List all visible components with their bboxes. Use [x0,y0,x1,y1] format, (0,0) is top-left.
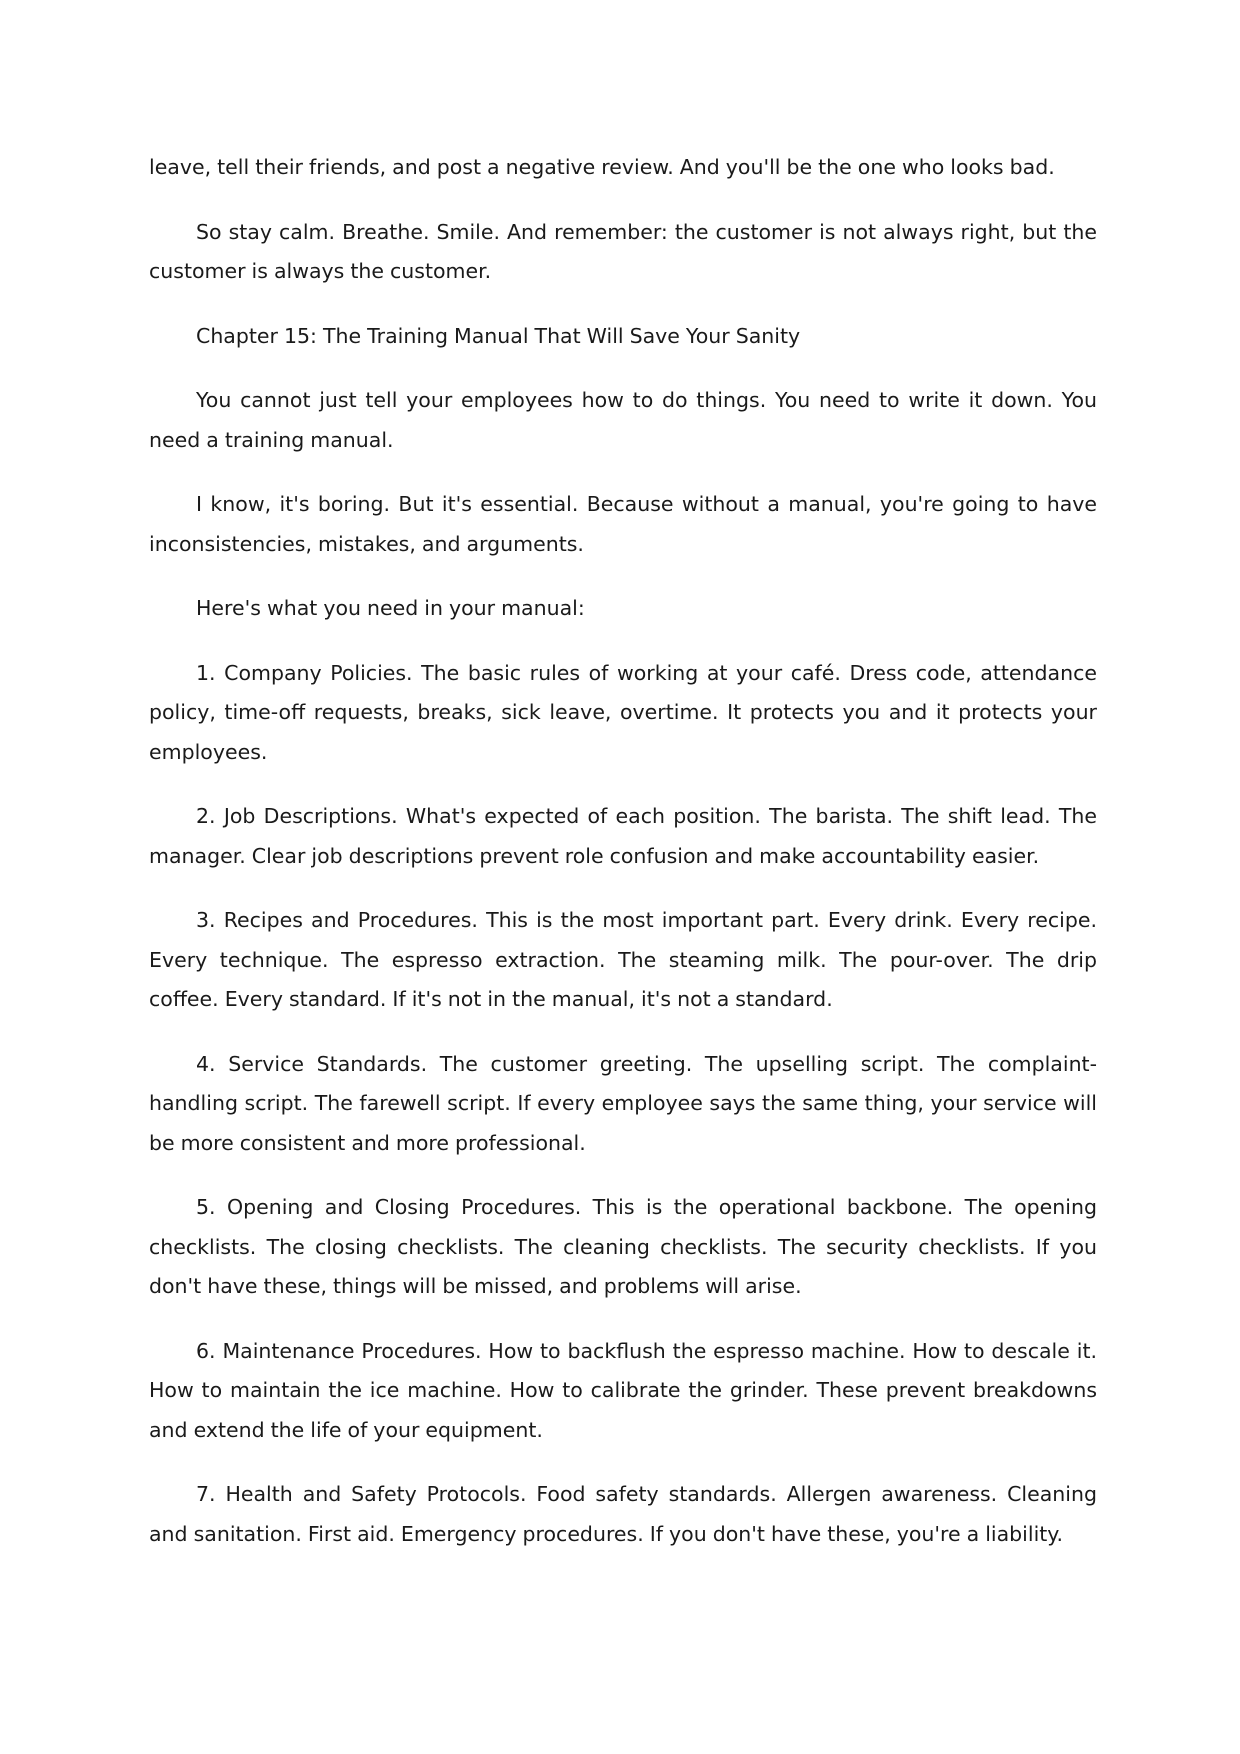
list-item-health-safety: 7. Health and Safety Protocols. Food safety standards. Allergen awareness. Cleaning and sanitation. First aid. Emergency procedures. If you don't have these, you're a liability. [149,1482,1097,1546]
paragraph-continuation: leave, tell their friends, and post a negative review. And you'll be the one who looks bad. [149,155,1055,179]
list-item-recipes-procedures: 3. Recipes and Procedures. This is the most important part. Every drink. Every recipe. Every technique. The espresso extraction. The steaming milk. The pour-over. The drip coffee. Every standard. If it's not in the manual, it's not a standard. [149,908,1097,1011]
list-item-company-policies: 1. Company Policies. The basic rules of working at your café. Dress code, attendance policy, time-off requests, breaks, sick leave, overtime. It protects you and it protects your employees. [149,660,1097,764]
list-item-maintenance: 6. Maintenance Procedures. How to backflush the espresso machine. How to descale it. How to maintain the ice machine. How to calibrate the grinder. These prevent breakdowns and extend the life of your equipment. [149,1338,1097,1442]
list-item-opening-closing: 5. Opening and Closing Procedures. This is the operational backbone. The opening checklists. The closing checklists. The cleaning checklists. The security checklists. If you don't have these, things will be missed, and problems will arise. [149,1195,1097,1298]
body-text [149,148,1097,1579]
list-item-job-descriptions: 2. Job Descriptions. What's expected of each position. The barista. The shift lead. The manager. Clear job descriptions prevent role confusion and make accountability easier. [149,804,1097,868]
paragraph-list-intro: Here's what you need in your manual: [196,596,585,620]
paragraph-boring-essential: I know, it's boring. But it's essential. Because without a manual, you're going to have inconsistencies, mistakes, and arguments. [149,492,1097,556]
paragraph-write-it-down: You cannot just tell your employees how to do things. You need to write it down. You need a training manual. [149,388,1097,452]
paragraph-stay-calm: So stay calm. Breathe. Smile. And remember: the customer is not always right, but the customer is always the customer. [149,219,1097,283]
list-item-service-standards: 4. Service Standards. The customer greeting. The upselling script. The complaint-handling script. The farewell script. If every employee says the same thing, your service will be more consistent and more professional. [149,1051,1097,1155]
chapter-heading: Chapter 15: The Training Manual That Will Save Your Sanity [196,323,801,348]
